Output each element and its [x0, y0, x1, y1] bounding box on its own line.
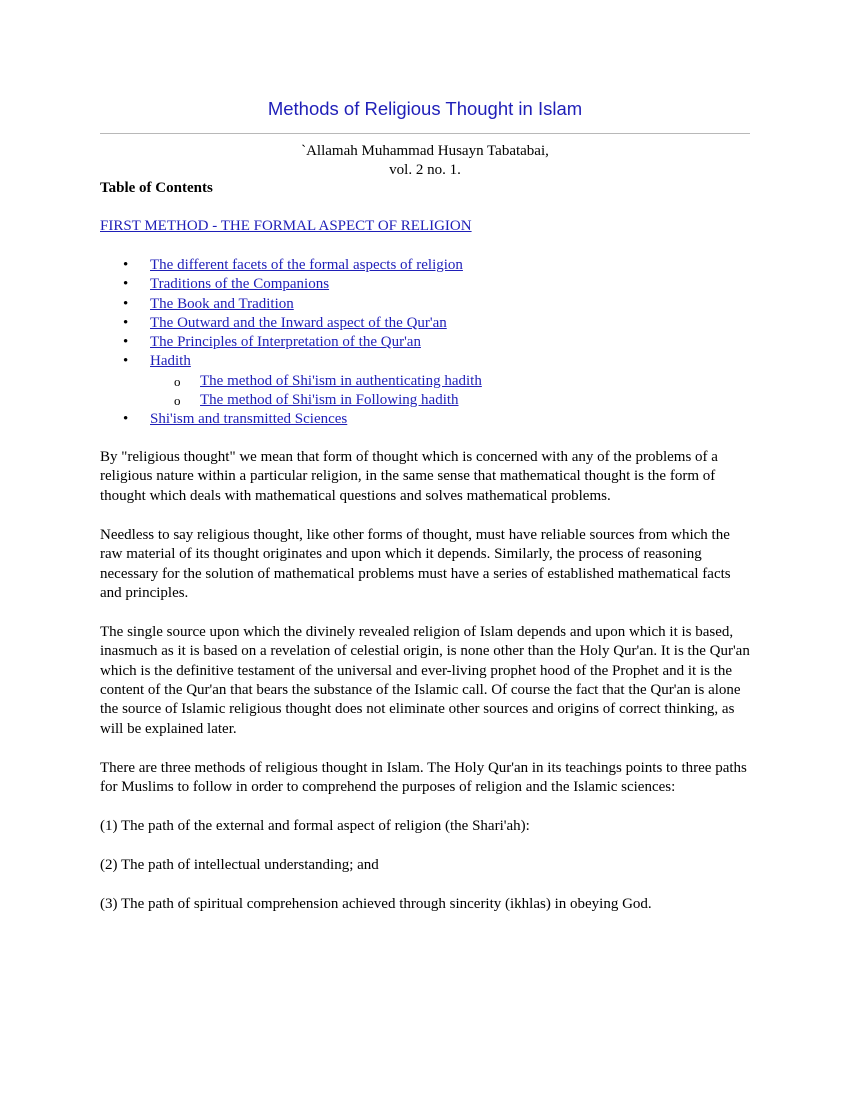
paragraph: Needless to say religious thought, like other forms of thought, must have reliable sources from which the raw material of its thought originates and upon which it depends. Similarly, the process of reasoning necessary for the solution of mathematical problems must have a series of established mathematical facts and principles. — [100, 526, 731, 601]
toc-item — [100, 275, 482, 294]
toc-subitem — [100, 372, 482, 391]
body-text — [100, 448, 750, 934]
toc-link-principles-interpretation[interactable]: The Principles of Interpretation of the Qur'an — [150, 334, 421, 351]
paragraph: (2) The path of intellectual understanding; and — [100, 857, 379, 873]
byline — [100, 142, 750, 180]
toc-item — [100, 352, 482, 371]
toc-link-hadith[interactable]: Hadith — [150, 353, 191, 370]
toc-link-formal-facets[interactable]: The different facets of the formal aspects of religion — [150, 257, 463, 273]
toc-item — [100, 256, 482, 275]
paragraph: (1) The path of the external and formal aspect of religion (the Shari'ah): — [100, 818, 530, 835]
toc-list — [100, 256, 482, 430]
toc-item — [100, 333, 482, 352]
toc-heading: Table of Contents — [100, 180, 213, 196]
paragraph: The single source upon which the divinely revealed religion of Islam depends and upon which it is based, inasmuch as it is based on a revelation of celestial origin, is none other than the Holy Qur'an. It is the Qur'an which is the definitive testament of the universal and ever-living prophet hood of the Prophet and it is the content of the Qur'an that bears the substance of the Islamic call. Of course the fact that the Qur'an is alone the source of Islamic religious thought does not eliminate other sources and origins of correct thinking, as will be explained later. — [100, 623, 750, 737]
toc-item — [100, 295, 482, 314]
toc-link-outward-inward[interactable]: The Outward and the Inward aspect of the Qur'an — [150, 314, 447, 331]
author-line: `Allamah Muhammad Husayn Tabatabai, — [301, 143, 549, 159]
toc-subitem — [100, 391, 482, 410]
first-method-link[interactable]: FIRST METHOD - THE FORMAL ASPECT OF RELIGION — [100, 218, 472, 234]
volume-line: vol. 2 no. 1. — [389, 162, 461, 178]
toc-link-transmitted-sciences[interactable]: Shi'ism and transmitted Sciences — [150, 411, 348, 428]
paragraph: By "religious thought" we mean that form of thought which is concerned with any of the problems of a religious nature within a particular religion, in the same sense that mathematical thought is the form of thought which deals with mathematical questions and solves mathematical problems. — [100, 449, 718, 504]
toc-link-book-tradition[interactable]: The Book and Tradition — [150, 295, 294, 312]
toc-link-authenticating-hadith[interactable]: The method of Shi'ism in authenticating hadith — [200, 372, 482, 389]
toc-item — [100, 410, 482, 429]
first-method-section — [100, 218, 472, 235]
paragraph: (3) The path of spiritual comprehension achieved through sincerity (ikhlas) in obeying God. — [100, 895, 652, 912]
toc-item — [100, 314, 482, 333]
toc-link-following-hadith[interactable]: The method of Shi'ism in Following hadith — [200, 392, 459, 409]
toc-link-traditions-companions[interactable]: Traditions of the Companions — [150, 276, 330, 293]
paragraph: There are three methods of religious thought in Islam. The Holy Qur'an in its teachings points to three paths for Muslims to follow in order to comprehend the purposes of religion and the Islamic sciences: — [100, 759, 747, 796]
title-divider — [100, 133, 750, 134]
page-title: Methods of Religious Thought in Islam — [267, 98, 583, 119]
